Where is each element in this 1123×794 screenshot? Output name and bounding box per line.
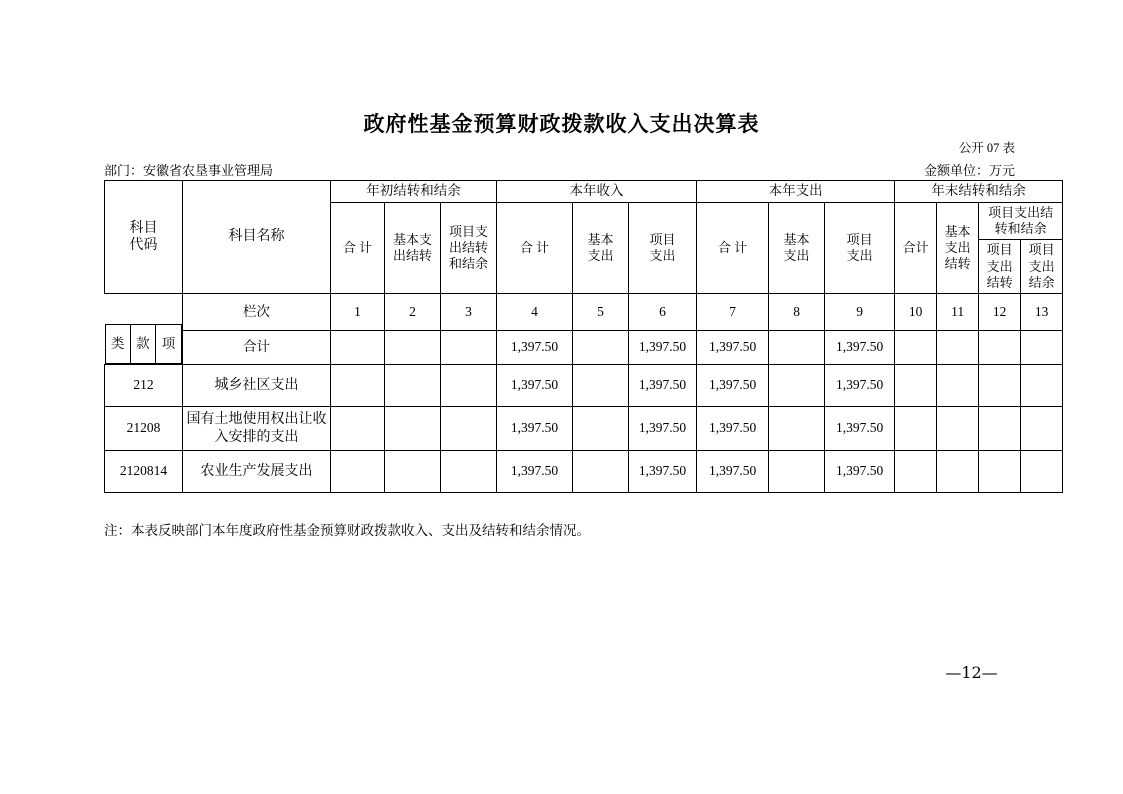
cell-value <box>769 407 825 451</box>
cell-value <box>385 407 441 451</box>
cell-value: 1,397.50 <box>697 407 769 451</box>
column-number: 4 <box>497 294 573 331</box>
page-number: —12— <box>945 663 998 682</box>
column-number: 13 <box>1021 294 1063 331</box>
cell-value <box>573 331 629 365</box>
cell-value <box>895 365 937 407</box>
header-code <box>105 181 183 294</box>
cell-value <box>385 365 441 407</box>
cell-value: 1,397.50 <box>697 365 769 407</box>
cell-value: 1,397.50 <box>825 365 895 407</box>
table-note: 注：本表反映部门本年度政府性基金预算财政拨款收入、支出及结转和结余情况。 <box>104 523 590 538</box>
header-end-project-surplus: 项目 支出 结余 <box>1021 240 1063 294</box>
row-name: 城乡社区支出 <box>183 365 331 407</box>
table-row <box>105 331 1063 365</box>
cell-value <box>979 365 1021 407</box>
header-expense-total: 合 计 <box>697 202 769 293</box>
column-number: 3 <box>441 294 497 331</box>
cell-value: 1,397.50 <box>825 451 895 493</box>
cell-value <box>1021 331 1063 365</box>
page-title: 政府性基金预算财政拨款收入支出决算表 <box>363 111 760 136</box>
header-group-income: 本年收入 <box>497 181 697 203</box>
cell-value: 1,397.50 <box>629 451 697 493</box>
cell-value <box>895 407 937 451</box>
header-end-project-group: 项目支出结 转和结余 <box>979 202 1063 240</box>
cell-value <box>385 451 441 493</box>
column-number: 1 <box>331 294 385 331</box>
header-code-line1: 科目 <box>129 220 158 236</box>
cell-value <box>573 451 629 493</box>
cell-value <box>769 451 825 493</box>
budget-table <box>104 180 1063 493</box>
row-code: 2120814 <box>105 451 183 493</box>
column-number: 12 <box>979 294 1021 331</box>
header-begin-project: 项目支 出结转 和结余 <box>441 202 497 293</box>
header-end-total: 合计 <box>895 202 937 293</box>
column-number: 11 <box>937 294 979 331</box>
cell-value <box>385 331 441 365</box>
header-section: 款 <box>130 325 155 364</box>
cell-value: 1,397.50 <box>629 365 697 407</box>
cell-value <box>895 451 937 493</box>
header-group-end: 年末结转和结余 <box>895 181 1063 203</box>
header-item: 项 <box>156 325 182 364</box>
form-code-label: 公开 07 表 <box>958 141 1015 155</box>
cell-value <box>937 365 979 407</box>
cell-value <box>1021 365 1063 407</box>
cell-value: 1,397.50 <box>629 407 697 451</box>
cell-value: 1,397.50 <box>497 365 573 407</box>
table-column-number-row <box>105 294 1063 331</box>
header-end-project-carry: 项目 支出 结转 <box>979 240 1021 294</box>
column-number: 10 <box>895 294 937 331</box>
cell-value <box>573 407 629 451</box>
row-name: 国有土地使用权出让收入安排的支出 <box>183 407 331 451</box>
cell-value <box>573 365 629 407</box>
header-subject-name: 科目名称 <box>183 181 331 294</box>
header-end-basic: 基本 支出 结转 <box>937 202 979 293</box>
row-name: 农业生产发展支出 <box>183 451 331 493</box>
header-group-expense: 本年支出 <box>697 181 895 203</box>
class-section-item-holder <box>105 294 183 365</box>
column-number: 9 <box>825 294 895 331</box>
column-number: 5 <box>573 294 629 331</box>
cell-value <box>1021 407 1063 451</box>
cell-value <box>979 331 1021 365</box>
header-begin-total: 合 计 <box>331 202 385 293</box>
cell-value: 1,397.50 <box>825 331 895 365</box>
amount-unit-label: 金额单位：万元 <box>923 163 1015 178</box>
cell-value: 1,397.50 <box>697 331 769 365</box>
cell-value <box>441 407 497 451</box>
cell-value <box>937 331 979 365</box>
cell-value <box>769 365 825 407</box>
cell-value <box>769 331 825 365</box>
table-row <box>105 407 1063 451</box>
cell-value <box>331 331 385 365</box>
cell-value: 1,397.50 <box>629 331 697 365</box>
row-label-total: 合计 <box>183 331 331 365</box>
cell-value <box>1021 451 1063 493</box>
department-label: 部门：安徽省农垦事业管理局 <box>104 163 274 178</box>
cell-value <box>441 365 497 407</box>
cell-value <box>895 331 937 365</box>
column-number: 2 <box>385 294 441 331</box>
column-number: 8 <box>769 294 825 331</box>
cell-value <box>441 331 497 365</box>
cell-value: 1,397.50 <box>497 451 573 493</box>
table-row <box>105 451 1063 493</box>
row-code: 21208 <box>105 407 183 451</box>
cell-value <box>937 407 979 451</box>
row-code: 212 <box>105 365 183 407</box>
cell-value <box>331 407 385 451</box>
header-expense-project: 项目 支出 <box>825 202 895 293</box>
header-code-line2: 代码 <box>129 238 158 254</box>
table-row <box>105 365 1063 407</box>
cell-value: 1,397.50 <box>697 451 769 493</box>
cell-value: 1,397.50 <box>825 407 895 451</box>
cell-value <box>331 365 385 407</box>
cell-value: 1,397.50 <box>497 407 573 451</box>
table-header-row-1 <box>105 181 1063 203</box>
header-income-total: 合 计 <box>497 202 573 293</box>
cell-value <box>937 451 979 493</box>
header-begin-basic: 基本支 出结转 <box>385 202 441 293</box>
column-number: 6 <box>629 294 697 331</box>
header-expense-basic: 基本 支出 <box>769 202 825 293</box>
header-income-basic: 基本 支出 <box>573 202 629 293</box>
cell-value: 1,397.50 <box>497 331 573 365</box>
cell-value <box>979 407 1021 451</box>
cell-value <box>441 451 497 493</box>
cell-value <box>331 451 385 493</box>
header-class: 类 <box>105 325 130 364</box>
cell-value <box>979 451 1021 493</box>
column-number: 7 <box>697 294 769 331</box>
header-group-begin: 年初结转和结余 <box>331 181 497 203</box>
column-row-label: 栏次 <box>183 294 331 331</box>
header-income-project: 项目 支出 <box>629 202 697 293</box>
